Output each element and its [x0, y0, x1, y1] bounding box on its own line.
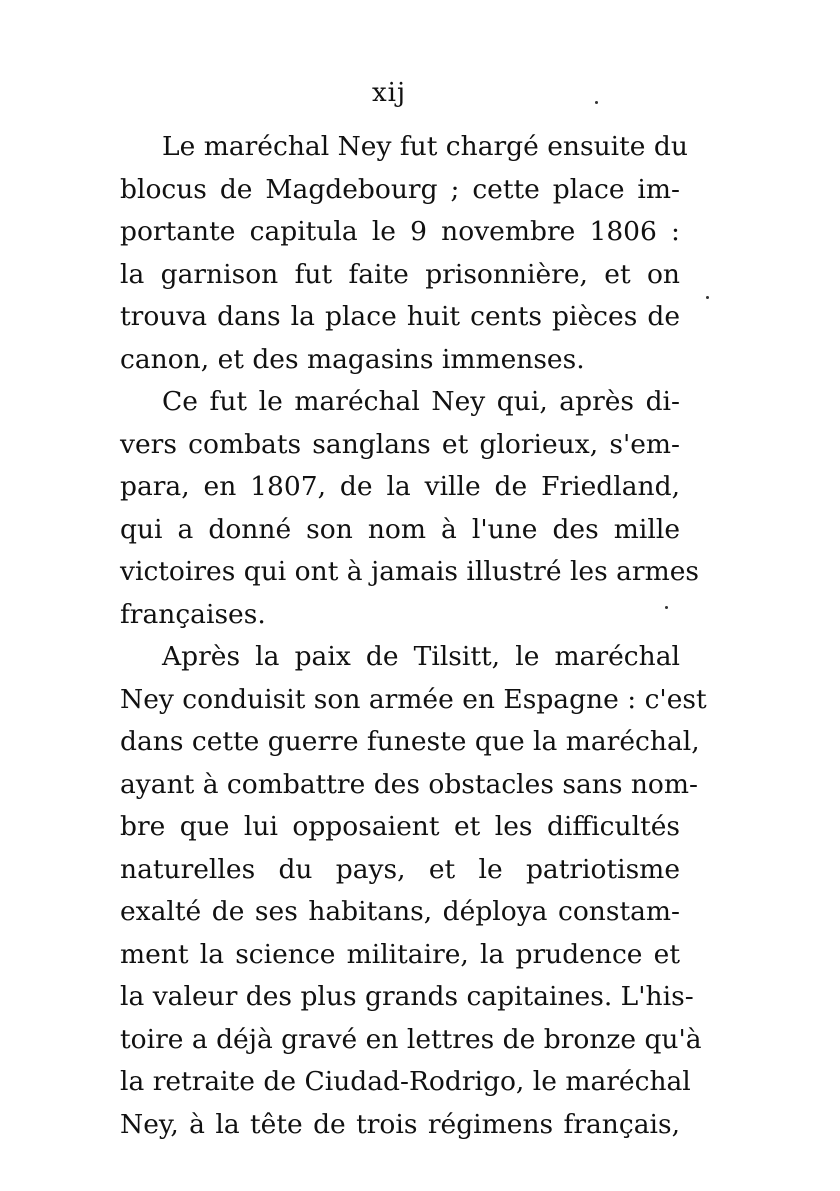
paragraph	[120, 381, 700, 636]
text-line: Après la paix de Tilsitt, le maréchal	[162, 641, 680, 672]
text-line: la retraite de Ciudad-Rodrigo, le maréchal	[120, 1066, 691, 1097]
text-line: Ce fut le maréchal Ney qui, après di-	[162, 386, 680, 417]
body-text	[120, 126, 707, 1146]
text-line: bre que lui opposaient et les difficultés	[120, 811, 680, 842]
text-line: portante capitula le 9 novembre 1806 :	[120, 216, 680, 247]
text-line: naturelles du pays, et le patriotisme	[120, 853, 680, 885]
text-line: ment la science militaire, la prudence et	[120, 938, 680, 970]
text-line: toire a déjà gravé en lettres de bronze qu'à	[120, 1023, 702, 1055]
text-line: vers combats sanglans et glorieux, s'em-	[120, 428, 680, 460]
page-number: xij	[372, 78, 407, 108]
text-line: trouva dans la place huit cents pièces de	[120, 301, 680, 332]
paragraph	[120, 126, 688, 381]
text-line: para, en 1807, de la ville de Friedland,	[120, 471, 680, 502]
text-line: qui a donné son nom à l'une des mille	[120, 513, 680, 545]
text-line: Le maréchal Ney fut chargé ensuite du	[162, 131, 688, 162]
text-line: la valeur des plus grands capitaines. L'his-	[120, 981, 694, 1012]
text-line: Ney conduisit son armée en Espagne : c'est	[120, 683, 707, 715]
ink-speck	[595, 101, 598, 104]
paragraph	[120, 636, 707, 1146]
text-line: canon, et des magasins immenses.	[120, 343, 585, 375]
text-line: la garnison fut faite prisonnière, et on	[120, 258, 680, 290]
text-line: exalté de ses habitans, déploya constam-	[120, 896, 680, 927]
text-line: Ney, à la tête de trois régimens français,	[120, 1108, 680, 1140]
ink-speck	[706, 296, 709, 299]
text-line: dans cette guerre funeste que la maréchal,	[120, 726, 700, 757]
text-line: blocus de Magdebourg ; cette place im-	[120, 173, 680, 205]
text-line: ayant à combattre des obstacles sans nom-	[120, 768, 698, 800]
text-line: victoires qui ont à jamais illustré les armes	[120, 556, 700, 587]
text-line: françaises.	[120, 598, 266, 630]
